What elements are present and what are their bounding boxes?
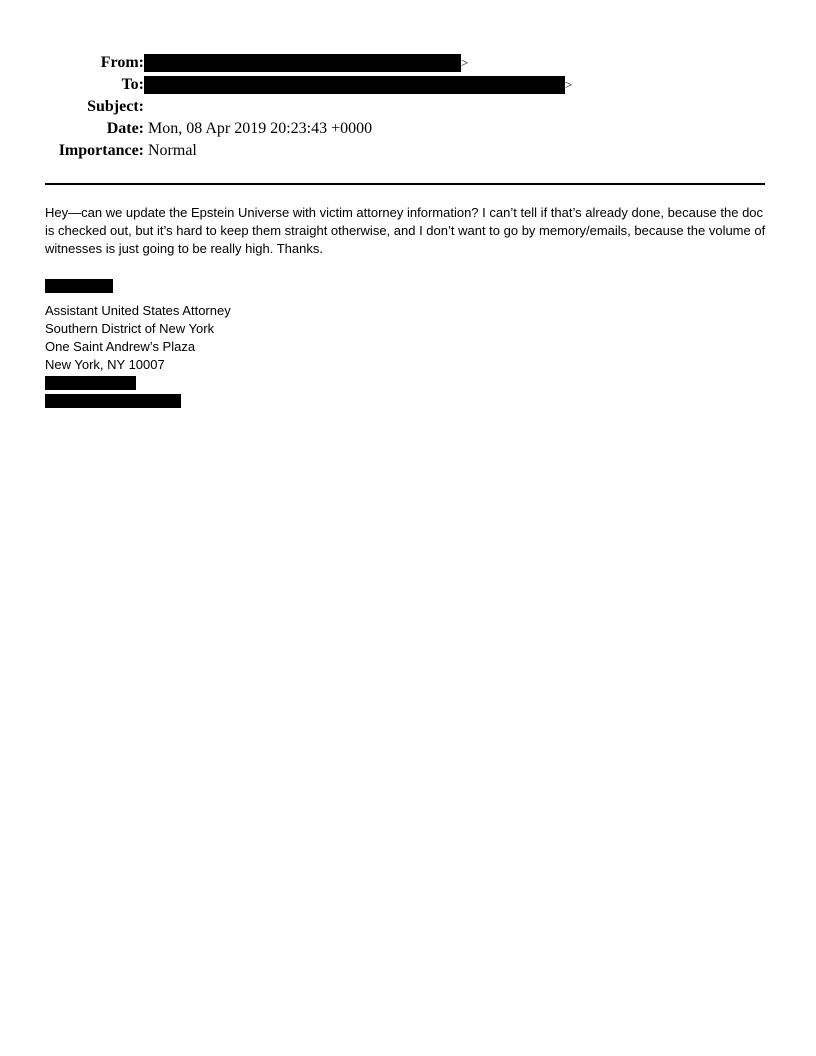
email-header <box>0 52 816 162</box>
date-row <box>0 118 816 140</box>
signature-office: Southern District of New York <box>45 321 215 336</box>
signature-title: Assistant United States Attorney <box>45 303 231 318</box>
importance-row <box>0 140 816 162</box>
date-value: Mon, 08 Apr 2019 20:23:43 +0000 <box>148 120 373 137</box>
from-suffix: > <box>461 55 469 70</box>
to-row <box>0 74 816 96</box>
signature-address-line2: New York, NY 10007 <box>45 357 165 372</box>
signature-name-redaction <box>45 279 113 293</box>
to-label: To: <box>121 76 144 93</box>
importance-value: Normal <box>148 142 197 159</box>
subject-row <box>0 96 816 118</box>
signature-email-redaction <box>45 394 181 408</box>
to-redaction <box>144 76 565 94</box>
signature-phone-redaction <box>45 376 136 390</box>
importance-label: Importance: <box>58 142 144 159</box>
signature-block <box>45 278 445 408</box>
email-body: Hey—can we update the Epstein Universe with victim attorney information? I can’t tell if that’s already done, because the doc is checked out, but it’s hard to keep them straight otherwise, and I don’t want to go by memory/emails, because the volume of witnesses is just going to be really high. Thanks. <box>45 205 766 256</box>
signature-address-line1: One Saint Andrew’s Plaza <box>45 339 196 354</box>
from-redaction <box>144 54 461 72</box>
from-label: From: <box>100 54 144 71</box>
date-label: Date: <box>106 120 144 137</box>
subject-label: Subject: <box>87 98 144 115</box>
to-suffix: > <box>565 77 573 92</box>
header-divider <box>45 183 765 185</box>
from-row <box>0 52 816 74</box>
